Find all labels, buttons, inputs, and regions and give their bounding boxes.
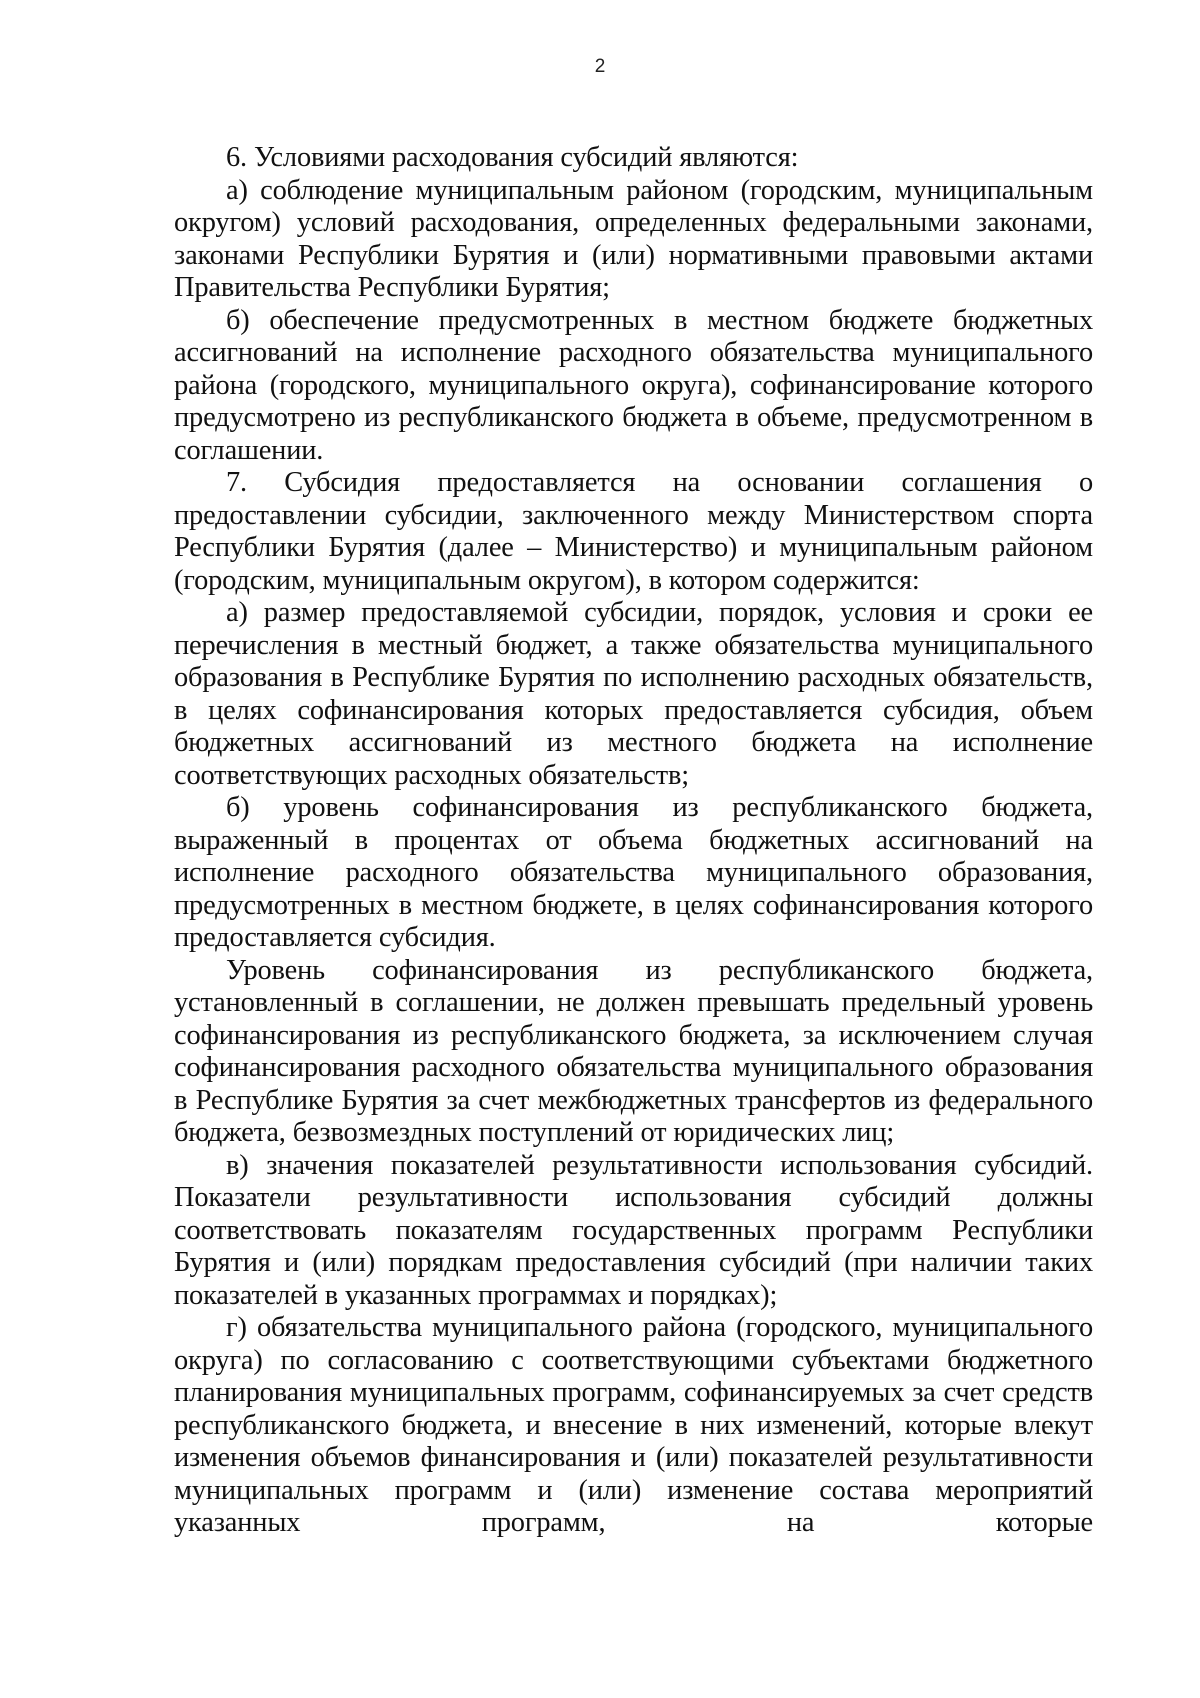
paragraph-agreement-b: б) уровень софинансирования из республиканского бюджета, выраженный в процентах от объема бюджетных ассигнований на исполнение расходного обязательства муниципального образования, предусмотренных в местном бюджете, в целях софинансирования которого предоставляется субсидия. <box>174 792 1093 953</box>
paragraph-agreement: 7. Субсидия предоставляется на основании соглашения о предоставлении субсидии, заключенного между Министерством спорта Республики Бурятия (далее – Министерство) и муниципальным районом (городским, муниципальным округом), в котором содержится: <box>174 467 1093 596</box>
paragraph-agreement-v: в) значения показателей результативности использования субсидий. Показатели результативности использования субсидий должны соответствовать показателям государственных программ Республики Бурятия и (или) порядкам предоставления субсидий (при наличии таких показателей в указанных программах и порядках); <box>174 1149 1093 1311</box>
paragraph-cofinancing-level: Уровень софинансирования из республиканского бюджета, установленный в соглашении, не должен превышать предельный уровень софинансирования из республиканского бюджета, за исключением случая софинансирования расходного обязательства муниципального образования в Республике Бурятия за счет межбюджетных трансфертов из федерального бюджета, безвозмездных поступлений от юридических лиц; <box>174 954 1093 1148</box>
paragraph-agreement-g: г) обязательства муниципального района (городского, муниципального округа) по согласованию с соответствующими субъектами бюджетного планирования муниципальных программ, софинансируемых за счет средств республиканского бюджета, и внесение в них изменений, которые влекут изменения объемов финансирования и (или) показателей результативности муниципальных программ и (или) изменение состава мероприятий указанных программ, на которые <box>174 1312 1093 1538</box>
document-body <box>174 142 1093 1540</box>
paragraph-condition-a: а) соблюдение муниципальным районом (городским, муниципальным округом) условий расходования, определенных федеральными законами, законами Республики Бурятия и (или) нормативными правовыми актами Правительства Республики Бурятия; <box>174 174 1093 303</box>
paragraph-condition-b: б) обеспечение предусмотренных в местном бюджете бюджетных ассигнований на исполнение расходного обязательства муниципального района (городского, муниципального округа), софинансирование которого предусмотрено из республиканского бюджета в объеме, предусмотренном в соглашении. <box>174 304 1093 466</box>
paragraph-agreement-a: а) размер предоставляемой субсидии, порядок, условия и сроки ее перечисления в местный бюджет, а также обязательства муниципального образования в Республике Бурятия по исполнению расходных обязательств, в целях софинансирования которых предоставляется субсидия, объем бюджетных ассигнований из местного бюджета на исполнение соответствующих расходных обязательств; <box>174 597 1093 791</box>
page-number: 2 <box>594 56 606 77</box>
paragraph-conditions-heading: 6. Условиями расходования субсидий являются: <box>226 142 799 173</box>
